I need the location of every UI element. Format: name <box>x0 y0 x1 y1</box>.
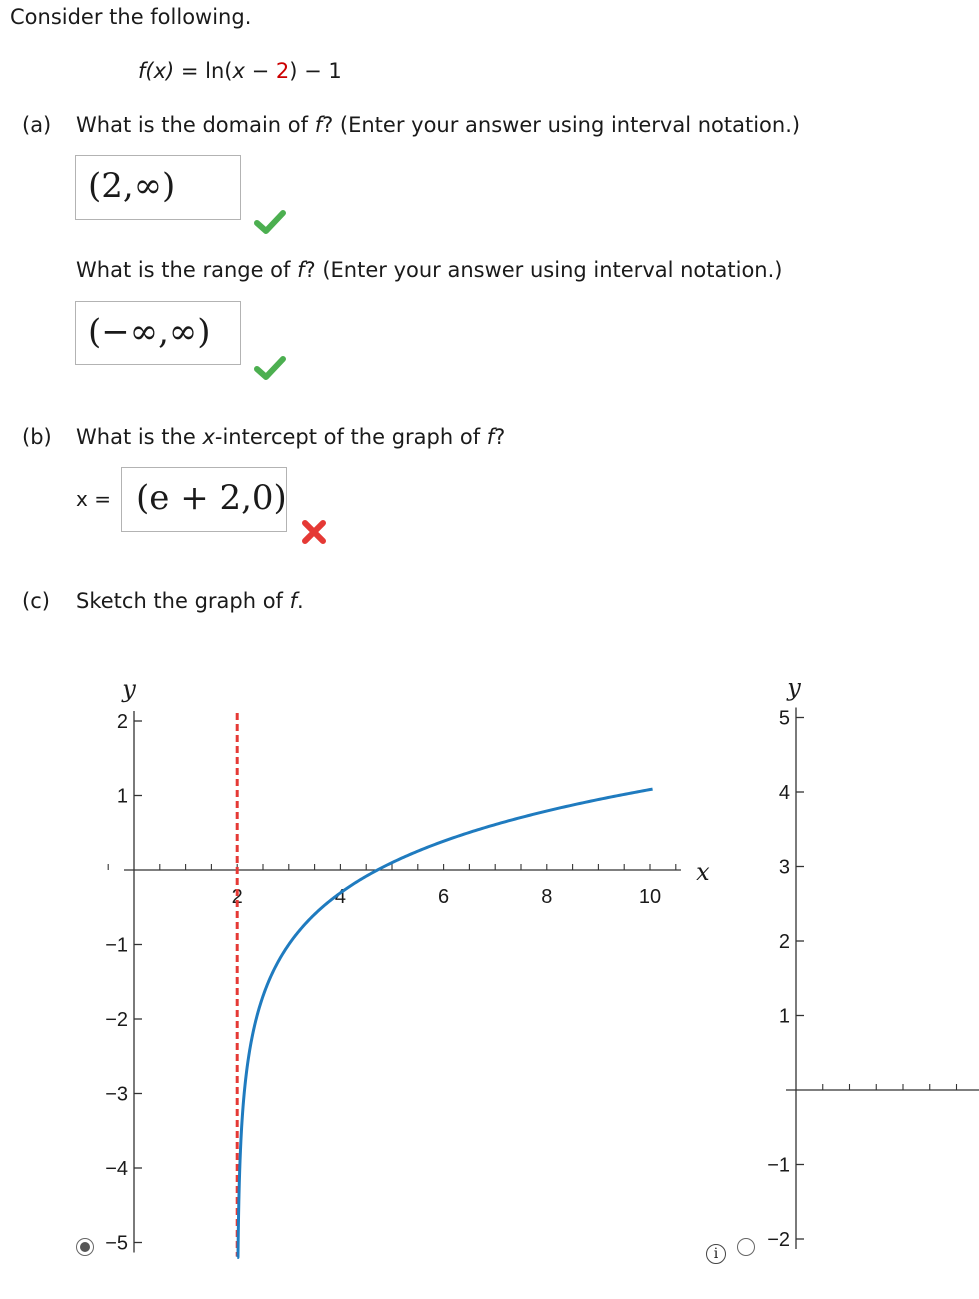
part-a-label: (a) <box>22 113 52 137</box>
part-a-question <box>76 113 800 137</box>
part-a-q-var: f <box>314 113 323 137</box>
y-axis-label: y <box>787 673 801 702</box>
y-tick-label: 4 <box>778 782 790 804</box>
part-c-question <box>76 589 304 613</box>
function-shift: 2 <box>275 59 290 83</box>
info-icon[interactable]: i <box>706 1244 726 1264</box>
y-tick-label: 1 <box>116 785 128 808</box>
y-tick-label: 3 <box>778 856 790 879</box>
part-c-q-var: f <box>289 589 298 613</box>
y-tick-label: 2 <box>778 931 790 953</box>
y-tick-label: 1 <box>778 1005 790 1028</box>
part-c-q-suffix: . <box>297 589 304 613</box>
function-eq: = ln( <box>174 59 233 83</box>
part-b-q-suffix: ? <box>494 425 506 449</box>
graph-2-radio[interactable] <box>737 1238 755 1256</box>
function-curve <box>237 789 652 1257</box>
y-tick-label: −3 <box>105 1083 128 1106</box>
y-tick-label: −1 <box>105 934 128 957</box>
part-b-q-prefix: What is the <box>76 425 203 449</box>
x-intercept-answer: (e + 2,0) <box>136 478 287 518</box>
range-q-suffix: ? (Enter your answer using interval notation.) <box>304 258 783 282</box>
y-tick-label: 5 <box>778 707 790 730</box>
y-tick-label: −5 <box>105 1232 128 1255</box>
y-tick-label: −1 <box>767 1154 790 1177</box>
range-correct-check-icon <box>255 356 285 380</box>
function-lhs: f(x) <box>138 59 175 83</box>
x-axis-label: x <box>696 858 710 886</box>
y-tick-label: −2 <box>105 1009 128 1031</box>
range-q-var: f <box>297 258 305 282</box>
intro-text: Consider the following. <box>10 5 252 29</box>
part-c-label: (c) <box>22 589 50 613</box>
x-tick-label: 6 <box>438 886 450 908</box>
part-b-label: (b) <box>22 425 52 449</box>
y-tick-label: 2 <box>116 711 128 733</box>
graph-option-1[interactable] <box>0 660 710 1299</box>
x-tick-label: 2 <box>231 886 243 908</box>
domain-answer: (2,∞) <box>88 166 176 206</box>
function-rest: ) − 1 <box>289 59 342 83</box>
part-a-q-suffix: ? (Enter your answer using interval notation.) <box>322 113 801 137</box>
range-question <box>76 258 782 282</box>
x-intercept-answer-box[interactable] <box>121 467 287 532</box>
graph-option-2[interactable] <box>690 660 979 1299</box>
graph-1-radio[interactable] <box>76 1238 94 1256</box>
y-tick-label: −4 <box>105 1158 128 1180</box>
x-tick-label: 10 <box>638 886 662 908</box>
x-intercept-input-label: x = <box>76 487 111 511</box>
x-tick-label: 8 <box>541 886 553 908</box>
x-tick-label: 4 <box>334 886 346 908</box>
part-b-question <box>76 425 505 449</box>
part-b-q-var: x <box>202 425 215 449</box>
range-answer-box[interactable] <box>75 301 241 365</box>
incorrect-cross-icon <box>301 519 327 545</box>
domain-answer-box[interactable] <box>75 155 241 220</box>
domain-correct-check-icon <box>255 210 285 234</box>
range-q-prefix: What is the range of <box>76 258 298 282</box>
part-b-q-var2: f <box>486 425 495 449</box>
function-var: x <box>232 59 245 83</box>
part-b-q-mid: -intercept of the graph of <box>214 425 487 449</box>
part-c-q-prefix: Sketch the graph of <box>76 589 290 613</box>
function-expression <box>138 59 342 83</box>
radio-selected-dot <box>80 1242 90 1252</box>
range-answer: (−∞,∞) <box>88 312 211 352</box>
part-a-q-prefix: What is the domain of <box>76 113 315 137</box>
y-tick-label: −2 <box>767 1229 790 1251</box>
y-axis-label: y <box>122 675 136 703</box>
function-minus: − <box>244 59 276 83</box>
